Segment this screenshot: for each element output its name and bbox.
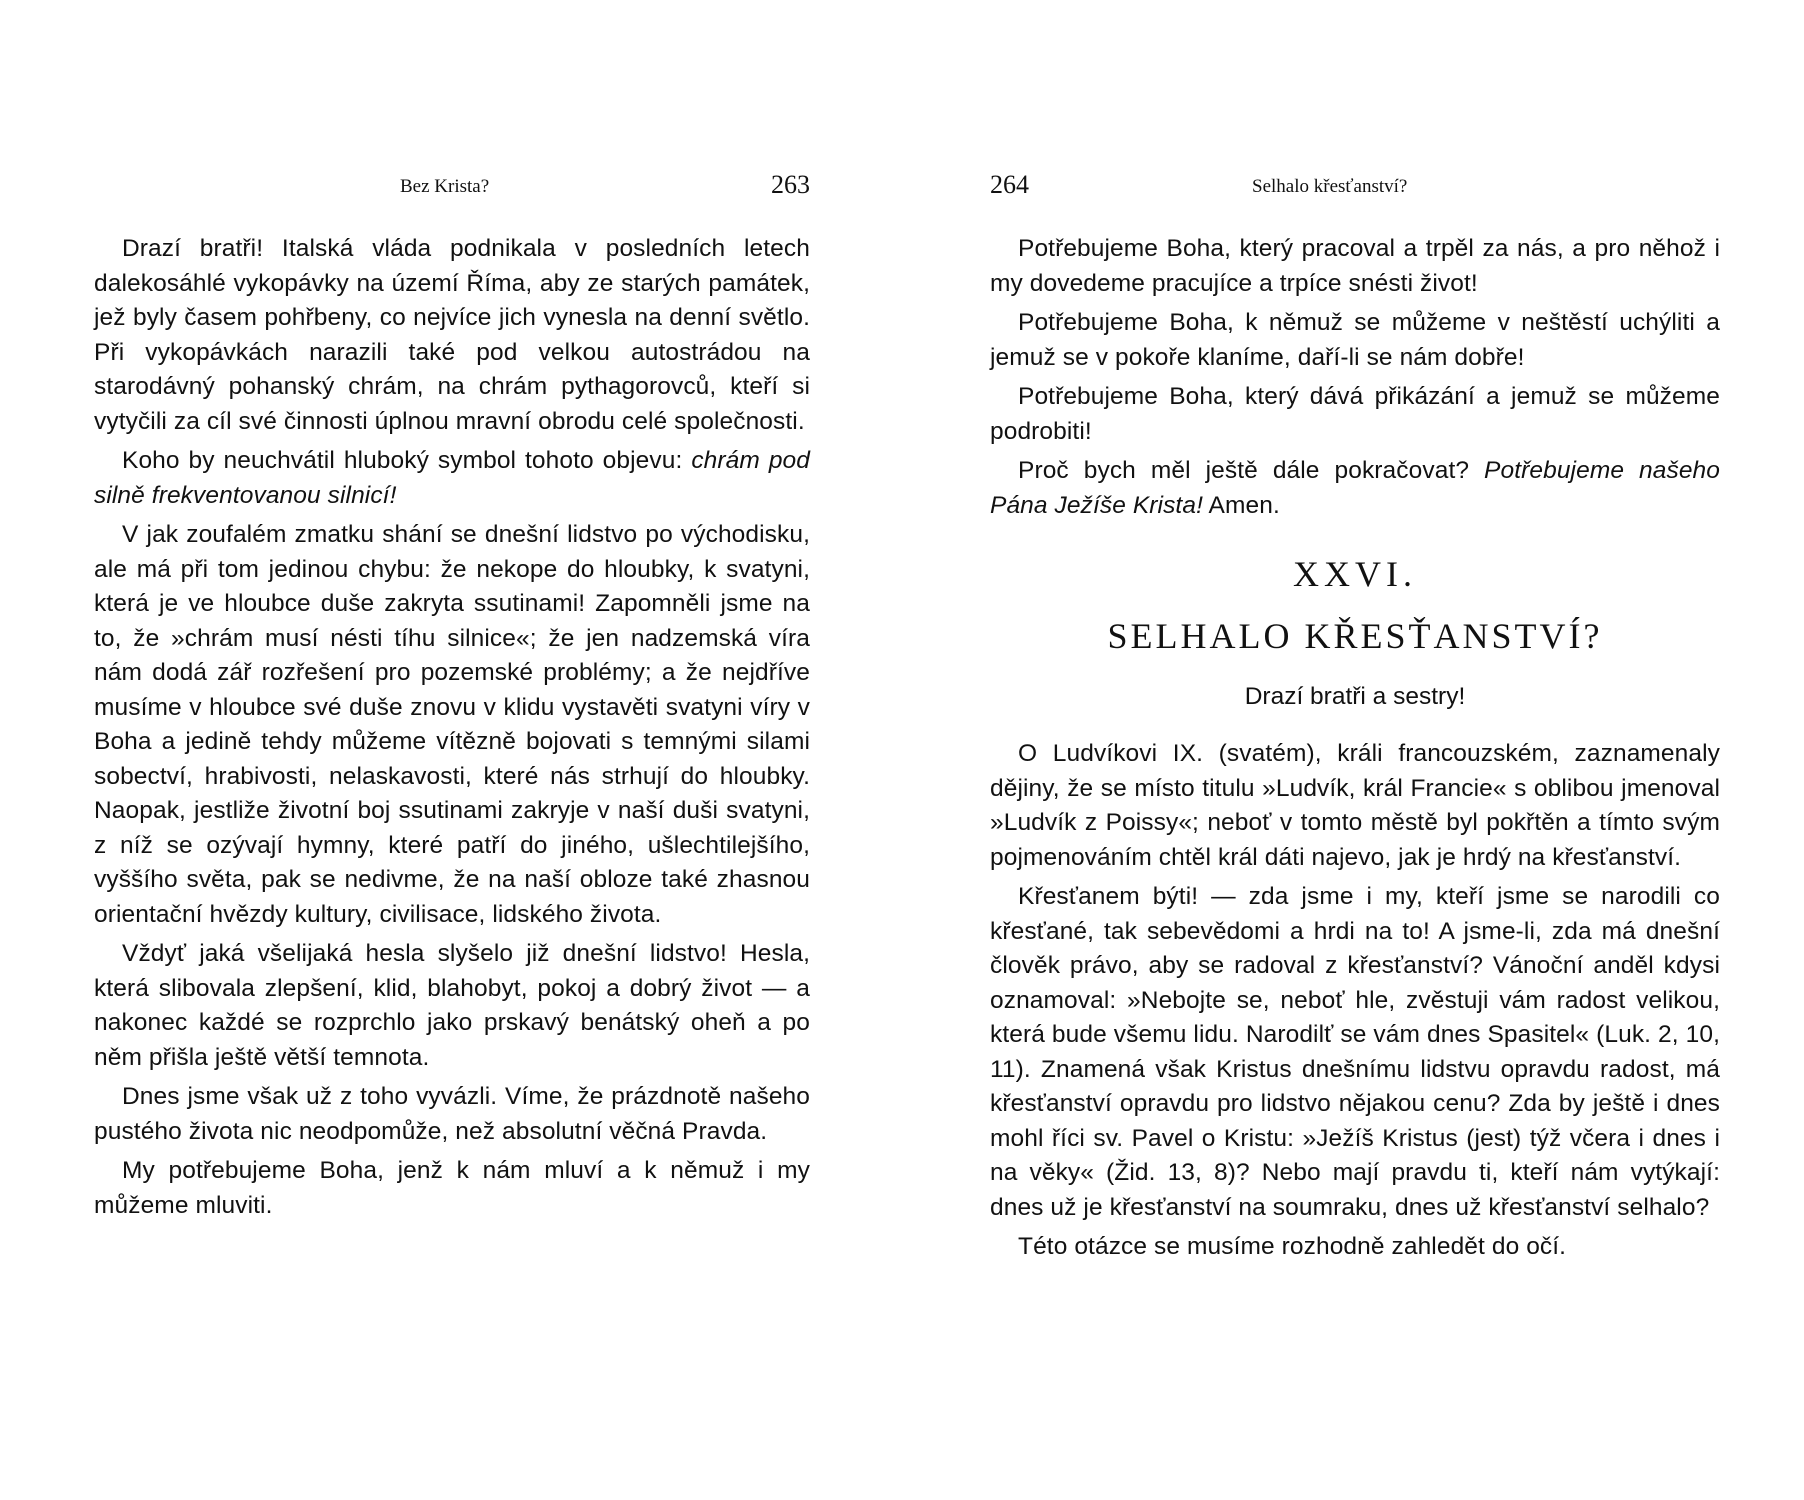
- paragraph: Dnes jsme však už z toho vyvázli. Víme, že prázdnotě našeho pustého života nic neodpomůže, než absolutní věčná Pravda.: [94, 1083, 810, 1145]
- chapter-salutation: Drazí bratři a sestry!: [1244, 683, 1466, 710]
- running-title: Bez Krista?: [400, 176, 490, 197]
- paragraph: Potřebujeme Boha, který pracoval a trpěl za nás, a pro něhož i my dovedeme pracujíce a trpíce snésti život!: [990, 235, 1720, 297]
- left-page: [94, 0, 810, 1500]
- page-body: [990, 232, 1720, 1270]
- emphasis: chrám pod silně frekventovanou silnicí!: [94, 447, 810, 509]
- running-head: [94, 170, 810, 204]
- emphasis: Potřebujeme našeho Pána Ježíše Krista!: [990, 457, 1721, 519]
- paragraph: Proč bych měl ještě dále pokračovat? Potřebujeme našeho Pána Ježíše Krista! Amen.: [990, 457, 1721, 519]
- page-number: 263: [771, 170, 810, 199]
- paragraph: Křesťanem býti! — zda jsme i my, kteří jsme se narodili co křesťané, tak sebevědomi a hrdi na to! A jsme-li, zda má dnešní člověk právo, aby se radoval z křesťanství? Vánoční anděl kdysi oznamoval: »Nebojte se, neboť hle, zvěstuji vám radost velikou, která bude všemu lidu. Narodilť se vám dnes Spasitel« (Luk. 2, 10, 11). Znamená však Kristus dnešnímu lidstvu opravdu radost, má křesťanství opravdu pro lidstvo nějakou cenu? Zda by ještě i dnes mohl říci sv. Pavel o Kristu: »Ježíš Kristus (jest) týž včera i dnes i na věky« (Žid. 13, 8)? Nebo mají pravdu ti, kteří nám vytýkají: dnes už je křesťanství na soumraku, dnes už křesťanství selhalo?: [990, 883, 1720, 1221]
- chapter-title: SELHALO KŘESŤANSTVÍ?: [1107, 616, 1603, 656]
- right-page: [990, 0, 1720, 1500]
- paragraph: Drazí bratři! Italská vláda podnikala v posledních letech dalekosáhlé vykopávky na území Říma, aby ze starých památek, jež byly časem pohřbeny, co nejvíce jich vynesla na denní světlo. Při vykopávkách narazili také pod velkou autostrádou na starodávný pohanský chrám, na chrám pythagorovců, kteří si vytyčili za cíl své činnosti úplnou mravní obrodu celé společnosti.: [94, 235, 810, 435]
- paragraph: Vždyť jaká všelijaká hesla slyšelo již dnešní lidstvo! Hesla, která slibovala zlepšení, klid, blahobyt, pokoj a dobrý život — a nakonec každé se rozprchlo jako prskavý benátský oheň a po něm přišla ještě větší temnota.: [94, 940, 810, 1071]
- running-title: Selhalo křesťanství?: [1252, 176, 1408, 197]
- paragraph: O Ludvíkovi IX. (svatém), králi francouzském, zaznamenaly dějiny, že se místo titulu »Ludvík, král Francie« s oblibou jmenoval »Ludvík z Poissy«; neboť v tomto městě byl pokřtěn a tímto svým pojmenováním chtěl král dáti najevo, jak je hrdý na křesťanství.: [990, 740, 1720, 871]
- paragraph: Potřebujeme Boha, který dává přikázání a jemuž se můžeme podrobiti!: [990, 383, 1720, 445]
- running-head: [990, 170, 1720, 204]
- paragraph: V jak zoufalém zmatku shání se dnešní lidstvo po východisku, ale má při tom jedinou chybu: že nekope do hloubky, k svatyni, která je ve hloubce duše zakryta ssutinami! Zapomněli jsme na to, že »chrám musí nésti tíhu silnice«; že jen nadzemská víra nám dodá zář rozřešení pro pozemské problémy; a že nejdříve musíme v hloubce své duše znovu v klidu vystavěti svatyni víry v Boha a jedině tehdy můžeme vítězně bojovati s temnými silami sobectví, hrabivosti, nelaskavosti, které nás strhují do hloubky. Naopak, jestliže životní boj ssutinami zakryje v naší duši svatyni, z níž se ozývají hymny, které patří do jiného, ušlechtilejšího, vyššího světa, pak se nedivme, že na naší obloze také zhasnou orientační hvězdy kultury, civilisace, lidského života.: [94, 521, 810, 928]
- page-number: 264: [990, 170, 1029, 199]
- paragraph: Koho by neuchvátil hluboký symbol tohoto objevu: chrám pod silně frekventovanou silnicí!: [94, 447, 810, 509]
- paragraph: Této otázce se musíme rozhodně zahledět do očí.: [1018, 1233, 1567, 1260]
- paragraph: My potřebujeme Boha, jenž k nám mluví a k němuž i my můžeme mluviti.: [94, 1157, 810, 1219]
- page-body: [94, 232, 810, 1228]
- paragraph: Potřebujeme Boha, k němuž se můžeme v neštěstí uchýliti a jemuž se v pokoře klaníme, daří-li se nám dobře!: [990, 309, 1720, 371]
- chapter-number: XXVI.: [1293, 554, 1417, 594]
